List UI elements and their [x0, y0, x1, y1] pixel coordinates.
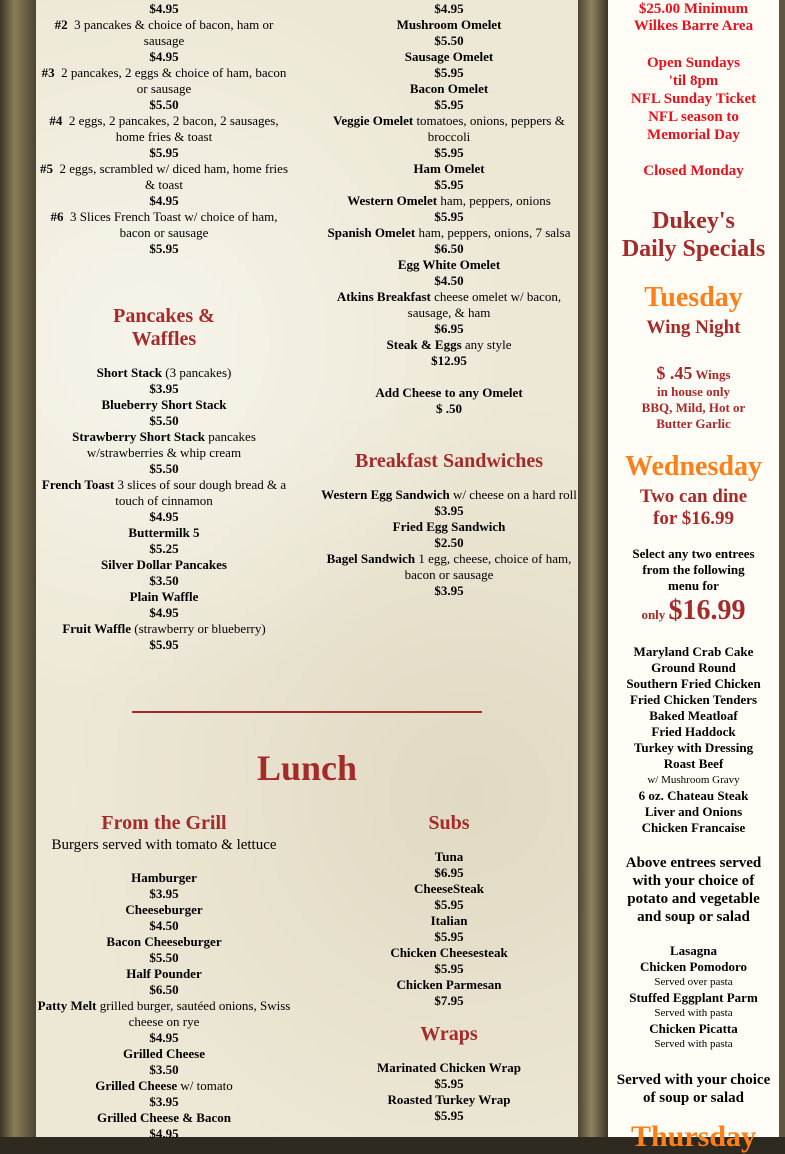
- grill-item: [36, 1046, 292, 1062]
- sub-price: $5.95: [434, 929, 464, 944]
- grill-desc: grilled burger, sautéed onions, Swiss cheese on rye: [99, 998, 291, 1029]
- above-entrees-4: and soup or salad: [637, 909, 750, 925]
- grill-price: $4.50: [149, 918, 179, 933]
- left-border: [0, 0, 36, 1137]
- omelet-price: $4.95: [434, 1, 464, 16]
- far-right-border: [779, 0, 785, 1137]
- grill-item: [36, 934, 292, 950]
- sub-price: $7.95: [434, 993, 464, 1008]
- grill-item: [36, 1110, 292, 1126]
- omelet-item: [321, 193, 577, 209]
- combo-5: [36, 161, 292, 193]
- pancake-price: $5.25: [149, 541, 179, 556]
- entree-item: Liver and Onions: [644, 804, 743, 819]
- omelet-price: $6.95: [434, 321, 464, 336]
- above-entrees-2: with your choice of: [632, 873, 755, 889]
- pasta-list: [608, 943, 779, 1052]
- omelet-price: $5.95: [434, 177, 464, 192]
- pancake-price: $3.95: [149, 381, 179, 396]
- sandwich-item: [321, 551, 577, 583]
- grill-item: [36, 902, 292, 918]
- sandwich-item: [321, 519, 577, 535]
- sandwich-item: [321, 487, 577, 503]
- pancake-name: Plain Waffle: [129, 589, 199, 604]
- sub-item: [321, 849, 577, 865]
- pasta-note: Served with pasta: [654, 1038, 733, 1050]
- specials-sidebar: [608, 0, 779, 1153]
- delivery-area: Wilkes Barre Area: [633, 18, 754, 34]
- sub-name: Tuna: [434, 849, 464, 864]
- entree-item: Fried Haddock: [651, 724, 736, 739]
- grill-price: $5.50: [149, 950, 179, 965]
- sandwich-desc: w/ cheese on a hard roll: [453, 487, 577, 502]
- pasta-item: Chicken Pomodoro: [639, 959, 747, 974]
- omelet-name: Atkins Breakfast: [336, 289, 431, 304]
- omelet-price: $12.95: [431, 353, 467, 368]
- pancake-desc: (strawberry or blueberry): [134, 621, 266, 636]
- pancake-price: $5.50: [149, 413, 179, 428]
- omelet-item: [321, 225, 577, 241]
- grill-price: $6.50: [149, 982, 179, 997]
- pancake-name: Blueberry Short Stack: [101, 397, 227, 412]
- sub-price: $5.95: [434, 961, 464, 976]
- pancake-name: Buttermilk 5: [128, 525, 200, 540]
- nfl-end: Memorial Day: [647, 127, 740, 143]
- pancake-name: Short Stack: [96, 365, 163, 380]
- sandwich-list: [321, 487, 577, 599]
- sub-name: Chicken Parmesan: [396, 977, 502, 992]
- entree-item: Baked Meatloaf: [649, 708, 738, 723]
- omelet-desc: any style: [464, 337, 512, 352]
- entree-item: Fried Chicken Tenders: [629, 692, 758, 707]
- omelet-price: $5.95: [434, 209, 464, 224]
- wing-price-line: [608, 362, 779, 386]
- above-entrees-1: Above entrees served: [625, 855, 762, 871]
- pancake-desc: (3 pancakes): [165, 365, 232, 380]
- combo-4-number: #4: [49, 113, 63, 128]
- pancake-price: $5.50: [149, 461, 179, 476]
- pancake-item: [36, 397, 292, 413]
- combo-2-price: $4.95: [149, 49, 179, 64]
- thursday-title: Thursday: [630, 1120, 757, 1153]
- sub-name: Italian: [430, 913, 468, 928]
- grill-section: [36, 812, 292, 1142]
- pancake-name: Strawberry Short Stack: [72, 429, 205, 444]
- nfl-season: NFL season to: [648, 109, 739, 125]
- sub-item: [321, 913, 577, 929]
- open-until: 'til 8pm: [668, 73, 719, 89]
- pancake-item: [36, 365, 292, 381]
- omelet-name: Western Omelet: [347, 193, 438, 208]
- omelet-item: [321, 81, 577, 97]
- omelet-price: $5.95: [434, 97, 464, 112]
- omelet-price: $5.50: [434, 33, 464, 48]
- right-border: [578, 0, 608, 1137]
- omelet-item: [321, 113, 577, 145]
- dukeys-title: Dukey's: [652, 208, 735, 234]
- omelet-desc: ham, peppers, onions: [440, 193, 551, 208]
- omelet-name: Spanish Omelet: [327, 225, 416, 240]
- entree-item: Ground Round: [651, 660, 736, 675]
- wrap-item: [321, 1092, 577, 1108]
- combo-6-desc: 3 Slices French Toast w/ choice of ham, bacon or sausage: [69, 209, 278, 240]
- grill-header: From the Grill: [101, 812, 227, 834]
- grill-item: [36, 870, 292, 886]
- omelet-name: Veggie Omelet: [333, 113, 414, 128]
- breakfast-sandwiches-header: Breakfast Sandwiches: [355, 450, 543, 472]
- grill-price: $3.95: [149, 886, 179, 901]
- big-price: $16.99: [668, 595, 746, 626]
- pancake-item: [36, 557, 292, 573]
- sandwich-name: Western Egg Sandwich: [321, 487, 450, 502]
- omelet-price: $5.95: [434, 65, 464, 80]
- lunch-title: Lunch: [256, 748, 358, 788]
- sub-price: $6.95: [434, 865, 464, 880]
- pancake-price: $5.95: [149, 637, 179, 652]
- sub-item: [321, 881, 577, 897]
- add-cheese-label: Add Cheese to any Omelet: [375, 385, 523, 400]
- pancake-price: $4.95: [149, 509, 179, 524]
- two-can-price: for $16.99: [653, 508, 734, 529]
- grill-name: Patty Melt: [37, 998, 97, 1013]
- sandwich-price: $2.50: [434, 535, 464, 550]
- grill-name: Hamburger: [131, 870, 197, 885]
- pancake-name: French Toast: [41, 477, 115, 492]
- wednesday-title: Wednesday: [625, 451, 762, 482]
- wing-flavors-1: BBQ, Mild, Hot or: [641, 400, 746, 415]
- omelet-name: Steak & Eggs: [386, 337, 462, 352]
- omelet-name: Mushroom Omelet: [396, 17, 502, 32]
- combo-4-desc: 2 eggs, 2 pancakes, 2 bacon, 2 sausages, home fries & toast: [68, 113, 279, 144]
- grill-name: Grilled Cheese: [123, 1046, 205, 1061]
- wing-flavors-2: Butter Garlic: [656, 416, 731, 431]
- combo-2-number: #2: [54, 17, 68, 32]
- wing-price: $ .45: [656, 363, 693, 383]
- grill-name: Half Pounder: [126, 966, 202, 981]
- entree-item: 6 oz. Chateau Steak: [638, 788, 749, 803]
- wrap-name: Marinated Chicken Wrap: [377, 1060, 521, 1075]
- pancakes-header-line-2: Waffles: [131, 328, 197, 350]
- entree-item: Maryland Crab Cake: [633, 644, 754, 659]
- sub-item: [321, 977, 577, 993]
- select-text-3: menu for: [668, 578, 719, 593]
- daily-specials-title: Daily Specials: [621, 236, 766, 262]
- grill-subtitle: Burgers served with tomato & lettuce: [51, 837, 277, 853]
- omelet-name: Sausage Omelet: [404, 49, 494, 64]
- grill-name: Cheeseburger: [125, 902, 203, 917]
- pancake-desc: 3 slices of sour dough bread & a touch of cinnamon: [115, 477, 287, 508]
- pasta-item: Stuffed Eggplant Parm: [629, 990, 758, 1005]
- omelet-price: $4.50: [434, 273, 464, 288]
- wrap-name: Roasted Turkey Wrap: [387, 1092, 511, 1107]
- combo-5-number: #5: [39, 161, 53, 176]
- grill-item: [36, 1078, 292, 1094]
- omelet-name: Egg White Omelet: [397, 257, 501, 272]
- wrap-price: $5.95: [434, 1076, 464, 1091]
- closed-monday: Closed Monday: [643, 163, 744, 179]
- grill-price: $3.50: [149, 1062, 179, 1077]
- combo-3-desc: 2 pancakes, 2 eggs & choice of ham, bacon or sausage: [61, 65, 287, 96]
- sub-name: Chicken Cheesesteak: [390, 945, 508, 960]
- served-choice-2: of soup or salad: [642, 1090, 744, 1106]
- sandwich-price: $3.95: [434, 503, 464, 518]
- pancake-item: [36, 525, 292, 541]
- pancake-price: $4.95: [149, 605, 179, 620]
- combo-2: [36, 17, 292, 49]
- combo-1-price: $4.95: [149, 1, 179, 16]
- grill-item: [36, 998, 292, 1030]
- combo-6-price: $5.95: [149, 241, 179, 256]
- combo-3: [36, 65, 292, 97]
- wrap-price: $5.95: [434, 1108, 464, 1123]
- served-choice-1: Served with your choice: [616, 1072, 771, 1088]
- pancake-list: [36, 365, 292, 653]
- omelet-desc: ham, peppers, onions, 7 salsa: [418, 225, 571, 240]
- two-can-dine: Two can dine: [639, 486, 748, 507]
- entree-list: [608, 644, 779, 836]
- pancake-item: [36, 477, 292, 509]
- omelet-name: Bacon Omelet: [409, 81, 489, 96]
- omelet-list: [321, 1, 577, 369]
- omelet-item: [321, 17, 577, 33]
- combo-3-price: $5.50: [149, 97, 179, 112]
- combo-2-desc: 3 pancakes & choice of bacon, ham or sausage: [74, 17, 274, 48]
- pancake-desc: pancakes w/strawberries & whip cream: [86, 429, 256, 460]
- above-entrees-3: potato and vegetable: [627, 891, 760, 907]
- sandwich-name: Fried Egg Sandwich: [392, 519, 506, 534]
- omelet-price: $5.95: [434, 145, 464, 160]
- subs-section: [321, 812, 577, 1124]
- tuesday-title: Tuesday: [644, 282, 743, 313]
- pancake-item: [36, 621, 292, 637]
- sub-item: [321, 945, 577, 961]
- grill-list: [36, 870, 292, 1142]
- select-text-2: from the following: [642, 562, 745, 577]
- wraps-header: Wraps: [420, 1023, 478, 1045]
- open-sundays: Open Sundays: [647, 55, 740, 71]
- nfl-ticket: NFL Sunday Ticket: [630, 91, 757, 107]
- section-divider: [132, 711, 482, 713]
- omelet-name: Ham Omelet: [413, 161, 485, 176]
- omelet-price: $6.50: [434, 241, 464, 256]
- omelet-item: [321, 257, 577, 273]
- wings-label: Wings: [695, 367, 731, 382]
- only-label: only: [641, 607, 666, 622]
- grill-name: Grilled Cheese & Bacon: [97, 1110, 231, 1125]
- pancakes-section: [36, 305, 292, 653]
- pasta-note: Served with pasta: [654, 1007, 733, 1019]
- grill-price: $3.95: [149, 1094, 179, 1109]
- wrap-item: [321, 1060, 577, 1076]
- entree-item: Chicken Francaise: [641, 820, 746, 835]
- combo-6: [36, 209, 292, 241]
- breakfast-sandwiches-section: [321, 450, 577, 599]
- combo-5-price: $4.95: [149, 193, 179, 208]
- pancake-item: [36, 429, 292, 461]
- only-price-line: [608, 596, 779, 630]
- pancakes-header-line-1: Pancakes &: [113, 305, 215, 327]
- sub-price: $5.95: [434, 897, 464, 912]
- combo-3-number: #3: [41, 65, 55, 80]
- entree-item: Southern Fried Chicken: [626, 676, 761, 691]
- grill-desc: w/ tomato: [180, 1078, 233, 1093]
- pancake-item: [36, 589, 292, 605]
- grill-name: Grilled Cheese: [95, 1078, 178, 1093]
- pancake-name: Fruit Waffle: [62, 621, 132, 636]
- omelet-item: [321, 161, 577, 177]
- gravy-note: w/ Mushroom Gravy: [647, 774, 740, 786]
- subs-header: Subs: [428, 812, 470, 834]
- pasta-note: Served over pasta: [654, 976, 733, 988]
- combo-5-desc: 2 eggs, scrambled w/ diced ham, home fries & toast: [59, 161, 288, 192]
- grill-item: [36, 966, 292, 982]
- sandwich-price: $3.95: [434, 583, 464, 598]
- omelet-desc: tomatoes, onions, peppers & broccoli: [416, 113, 565, 144]
- sandwich-name: Bagel Sandwich: [326, 551, 416, 566]
- entree-item: Roast Beef: [663, 756, 724, 771]
- minimum-order: $25.00 Minimum: [638, 1, 749, 17]
- wraps-list: [321, 1060, 577, 1124]
- combo-6-number: #6: [50, 209, 64, 224]
- pancake-price: $3.50: [149, 573, 179, 588]
- pasta-item: Lasagna: [670, 943, 717, 958]
- subs-list: [321, 849, 577, 1009]
- sandwich-desc: 1 egg, cheese, choice of ham, bacon or sausage: [404, 551, 572, 582]
- grill-price: $4.95: [149, 1030, 179, 1045]
- pancake-name: Silver Dollar Pancakes: [101, 557, 227, 572]
- grill-name: Bacon Cheeseburger: [106, 934, 222, 949]
- in-house-only: in house only: [657, 384, 730, 399]
- omelet-desc: cheese omelet w/ bacon, sausage, & ham: [407, 289, 562, 320]
- combo-4-price: $5.95: [149, 145, 179, 160]
- combo-4: [36, 113, 292, 145]
- pasta-item: Chicken Picatta: [649, 1021, 738, 1036]
- grill-price: $4.95: [149, 1126, 179, 1141]
- omelet-item: [321, 337, 577, 353]
- select-text-1: Select any two entrees: [632, 546, 755, 561]
- entree-item: Turkey with Dressing: [633, 740, 754, 755]
- sub-name: CheeseSteak: [413, 881, 485, 896]
- wing-night: Wing Night: [646, 317, 741, 338]
- omelet-item: [321, 289, 577, 321]
- add-cheese-price: $ .50: [436, 401, 462, 416]
- omelet-item: [321, 49, 577, 65]
- menu-page: [36, 0, 578, 1141]
